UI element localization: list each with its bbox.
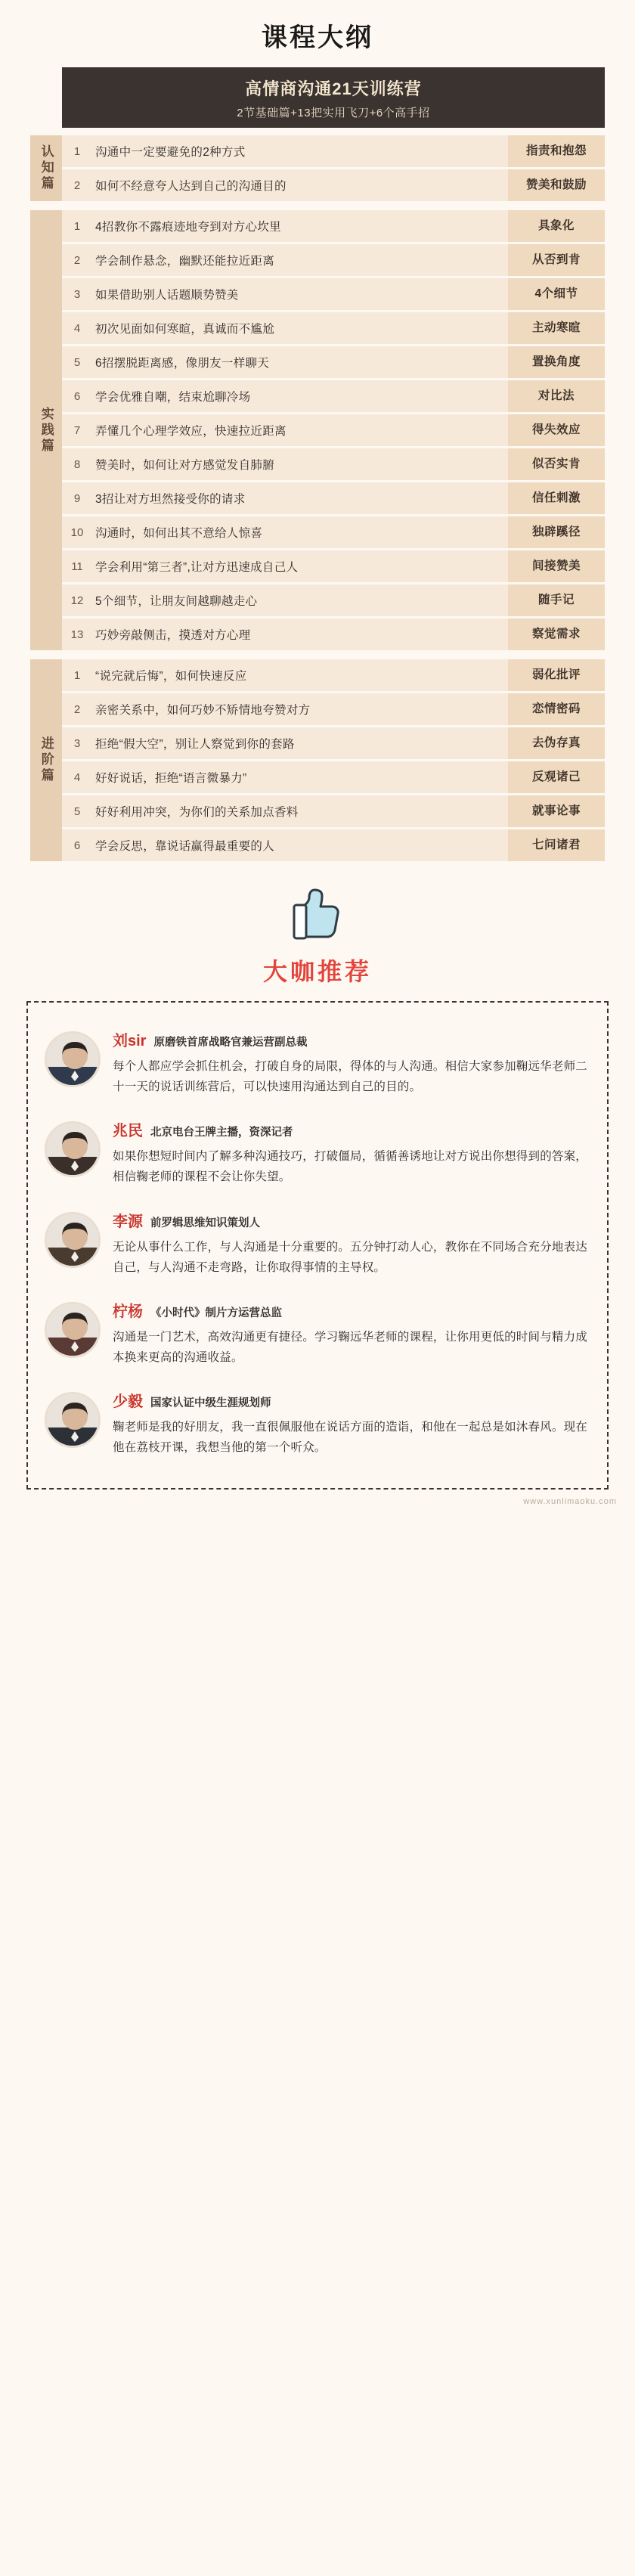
section-label-text: 认知篇: [39, 144, 54, 192]
person-body: [113, 1389, 590, 1458]
row-tag: 七问诸君: [508, 829, 605, 861]
row-number: 1: [73, 144, 81, 158]
section-label: [30, 210, 62, 650]
row-lesson-title: 拒绝“假大空”，别让人察觉到你的套路: [95, 738, 295, 751]
outline-section: [30, 659, 605, 861]
row-number: 5: [73, 355, 81, 369]
table-row[interactable]: [62, 829, 605, 861]
row-number: 9: [73, 491, 81, 505]
person-body: [113, 1209, 590, 1278]
row-lesson-title: 弄懂几个心理学效应，快速拉近距离: [95, 425, 287, 438]
person-name: 柠杨: [113, 1303, 143, 1320]
row-lesson-title: 好好说话，拒绝“语言微暴力”: [95, 772, 247, 785]
person-body: [113, 1028, 590, 1097]
table-row[interactable]: [62, 618, 605, 650]
recommend-title: 大咖推荐: [262, 958, 372, 985]
person-role: 前罗辑思维知识策划人: [150, 1217, 260, 1229]
row-number: 6: [73, 389, 81, 403]
row-number: 2: [73, 702, 81, 716]
avatar: [45, 1392, 101, 1448]
course-title: 高情商沟通21天训练营: [245, 79, 422, 98]
row-lesson-title: 沟通中一定要避免的2种方式: [95, 146, 246, 159]
row-tag: 就事论事: [508, 795, 605, 827]
person-head: [113, 1028, 590, 1050]
page-title: 课程大纲: [262, 23, 373, 52]
table-row[interactable]: [62, 135, 605, 167]
recommend-people: [45, 1018, 590, 1468]
table-row[interactable]: [62, 278, 605, 310]
row-number: 6: [73, 839, 81, 852]
row-lesson-title: 6招摆脱距离感，像朋友一样聊天: [95, 357, 270, 370]
list-item: [45, 1018, 590, 1108]
row-tag: 信任刺激: [508, 482, 605, 514]
list-item: [45, 1288, 590, 1378]
row-tag: 从否到肯: [508, 244, 605, 276]
person-head: [113, 1209, 590, 1231]
section-label: [30, 135, 62, 201]
table-row[interactable]: [62, 448, 605, 480]
row-tag: 似否实肯: [508, 448, 605, 480]
course-subtitle: 2节基础篇+13把实用飞刀+6个高手招: [237, 107, 430, 119]
row-lesson-title: 4招教你不露痕迹地夸到对方心坎里: [95, 221, 281, 234]
row-tag: 恋情密码: [508, 693, 605, 725]
row-lesson-title: 赞美时，如何让对方感觉发自肺腑: [95, 459, 275, 472]
row-tag: 具象化: [508, 210, 605, 242]
person-head: [113, 1118, 590, 1140]
row-tag: 赞美和鼓励: [508, 169, 605, 201]
person-head: [113, 1389, 590, 1411]
avatar: [45, 1121, 101, 1177]
row-number: 7: [73, 423, 81, 437]
row-lesson-title: “说完就后悔”，如何快速反应: [95, 670, 247, 683]
table-row[interactable]: [62, 761, 605, 793]
person-body: [113, 1118, 590, 1187]
row-lesson-title: 沟通时，如何出其不意给人惊喜: [95, 527, 263, 540]
row-tag: 主动寒暄: [508, 312, 605, 344]
person-description: 如果你想短时间内了解多种沟通技巧，打破僵局，循循善诱地让对方说出你想得到的答案，相信鞠老师的课程不会让你失望。: [113, 1150, 588, 1184]
row-tag: 去伪存真: [508, 727, 605, 759]
thumbs-up-icon: [292, 887, 343, 947]
section-label: [30, 659, 62, 861]
avatar: [45, 1212, 101, 1268]
row-number: 2: [73, 178, 81, 192]
row-lesson-title: 3招让对方坦然接受你的请求: [95, 493, 246, 506]
avatar: [45, 1031, 101, 1087]
row-number: 13: [70, 628, 84, 641]
row-lesson-title: 如果借助别人话题顺势赞美: [95, 289, 239, 302]
table-row[interactable]: [62, 584, 605, 616]
row-number: 10: [70, 525, 84, 539]
table-row[interactable]: [62, 414, 605, 446]
outline-section: [30, 135, 605, 201]
row-lesson-title: 巧妙旁敲侧击，摸透对方心理: [95, 629, 251, 642]
row-tag: 间接赞美: [508, 550, 605, 582]
course-outline: [30, 67, 605, 861]
table-row[interactable]: [62, 169, 605, 201]
person-role: 国家认证中级生涯规划师: [150, 1397, 271, 1409]
row-number: 3: [73, 287, 81, 301]
table-row[interactable]: [62, 516, 605, 548]
person-name: 少毅: [113, 1393, 143, 1410]
row-tag: 独辟蹊径: [508, 516, 605, 548]
person-head: [113, 1299, 590, 1321]
section-label-text: 实践篇: [39, 406, 54, 454]
table-row[interactable]: [62, 244, 605, 276]
table-row[interactable]: [62, 795, 605, 827]
person-role: 《小时代》制片方运营总监: [150, 1307, 282, 1319]
row-number: 1: [73, 668, 81, 682]
table-row[interactable]: [62, 693, 605, 725]
course-header: [62, 67, 605, 128]
row-number: 1: [73, 219, 81, 233]
table-row[interactable]: [62, 346, 605, 378]
avatar: [45, 1302, 101, 1358]
row-lesson-title: 如何不经意夸人达到自己的沟通目的: [95, 180, 287, 193]
row-number: 11: [71, 560, 83, 573]
list-item: [45, 1198, 590, 1288]
row-tag: 4个细节: [508, 278, 605, 310]
person-body: [113, 1299, 590, 1368]
section-label-text: 进阶篇: [39, 736, 54, 784]
row-lesson-title: 初次见面如何寒暄，真诚而不尴尬: [95, 323, 275, 336]
table-row[interactable]: [62, 312, 605, 344]
row-number: 5: [73, 804, 81, 818]
section-rows: [62, 659, 605, 861]
row-lesson-title: 5个细节，让朋友间越聊越走心: [95, 595, 258, 608]
recommend-card: [26, 1001, 609, 1489]
person-name: 刘sir: [113, 1033, 147, 1049]
row-lesson-title: 亲密关系中，如何巧妙不矫情地夸赞对方: [95, 704, 311, 717]
row-tag: 弱化批评: [508, 659, 605, 691]
table-row[interactable]: [62, 659, 605, 691]
table-row[interactable]: [62, 550, 605, 582]
list-item: [45, 1108, 590, 1198]
person-role: 原磨铁首席战略官兼运营副总裁: [153, 1037, 308, 1049]
person-name: 兆民: [113, 1123, 143, 1140]
table-row[interactable]: [62, 727, 605, 759]
row-tag: 随手记: [508, 584, 605, 616]
outline-section: [30, 210, 605, 650]
row-tag: 指责和抱怨: [508, 135, 605, 167]
person-name: 李源: [113, 1213, 143, 1230]
section-rows: [62, 210, 605, 650]
person-description: 鞠老师是我的好朋友，我一直很佩服他在说话方面的造诣，和他在一起总是如沐春风。现在他在荔枝开课，我想当他的第一个听众。: [113, 1421, 588, 1455]
row-lesson-title: 学会反思，靠说话赢得最重要的人: [95, 840, 275, 853]
row-lesson-title: 学会利用“第三者”,让对方迅速成自己人: [95, 561, 299, 574]
row-lesson-title: 学会制作悬念，幽默还能拉近距离: [95, 255, 275, 268]
person-description: 每个人都应学会抓住机会，打破自身的局限，得体的与人沟通。相信大家参加鞠远华老师二十一天的说话训练营后，可以快速用沟通达到自己的目的。: [113, 1060, 588, 1094]
thumbs-up-wrap: [0, 887, 635, 947]
table-row[interactable]: [62, 380, 605, 412]
row-tag: 对比法: [508, 380, 605, 412]
outline-sections: [30, 135, 605, 861]
list-item: [45, 1378, 590, 1468]
section-rows: [62, 135, 605, 201]
person-role: 北京电台王牌主播，资深记者: [150, 1127, 293, 1139]
row-number: 4: [73, 321, 81, 335]
row-tag: 置换角度: [508, 346, 605, 378]
row-number: 12: [70, 594, 84, 607]
row-tag: 反观诸己: [508, 761, 605, 793]
footer-watermark: www.xunlimaoku.com: [523, 1497, 617, 1507]
row-lesson-title: 学会优雅自嘲，结束尬聊冷场: [95, 391, 251, 404]
row-number: 8: [73, 457, 81, 471]
row-number: 3: [73, 736, 81, 750]
table-row[interactable]: [62, 210, 605, 242]
table-row[interactable]: [62, 482, 605, 514]
person-description: 沟通是一门艺术，高效沟通更有捷径。学习鞠远华老师的课程，让你用更低的时间与精力成本换来更高的沟通收益。: [113, 1330, 588, 1364]
row-number: 4: [73, 770, 81, 784]
row-tag: 得失效应: [508, 414, 605, 446]
row-number: 2: [73, 253, 81, 267]
person-description: 无论从事什么工作，与人沟通是十分重要的。五分钟打动人心，教你在不同场合充分地表达自己，与人沟通不走弯路，让你取得事情的主导权。: [113, 1240, 588, 1274]
row-lesson-title: 好好利用冲突，为你们的关系加点香料: [95, 806, 299, 819]
row-tag: 察觉需求: [508, 618, 605, 650]
